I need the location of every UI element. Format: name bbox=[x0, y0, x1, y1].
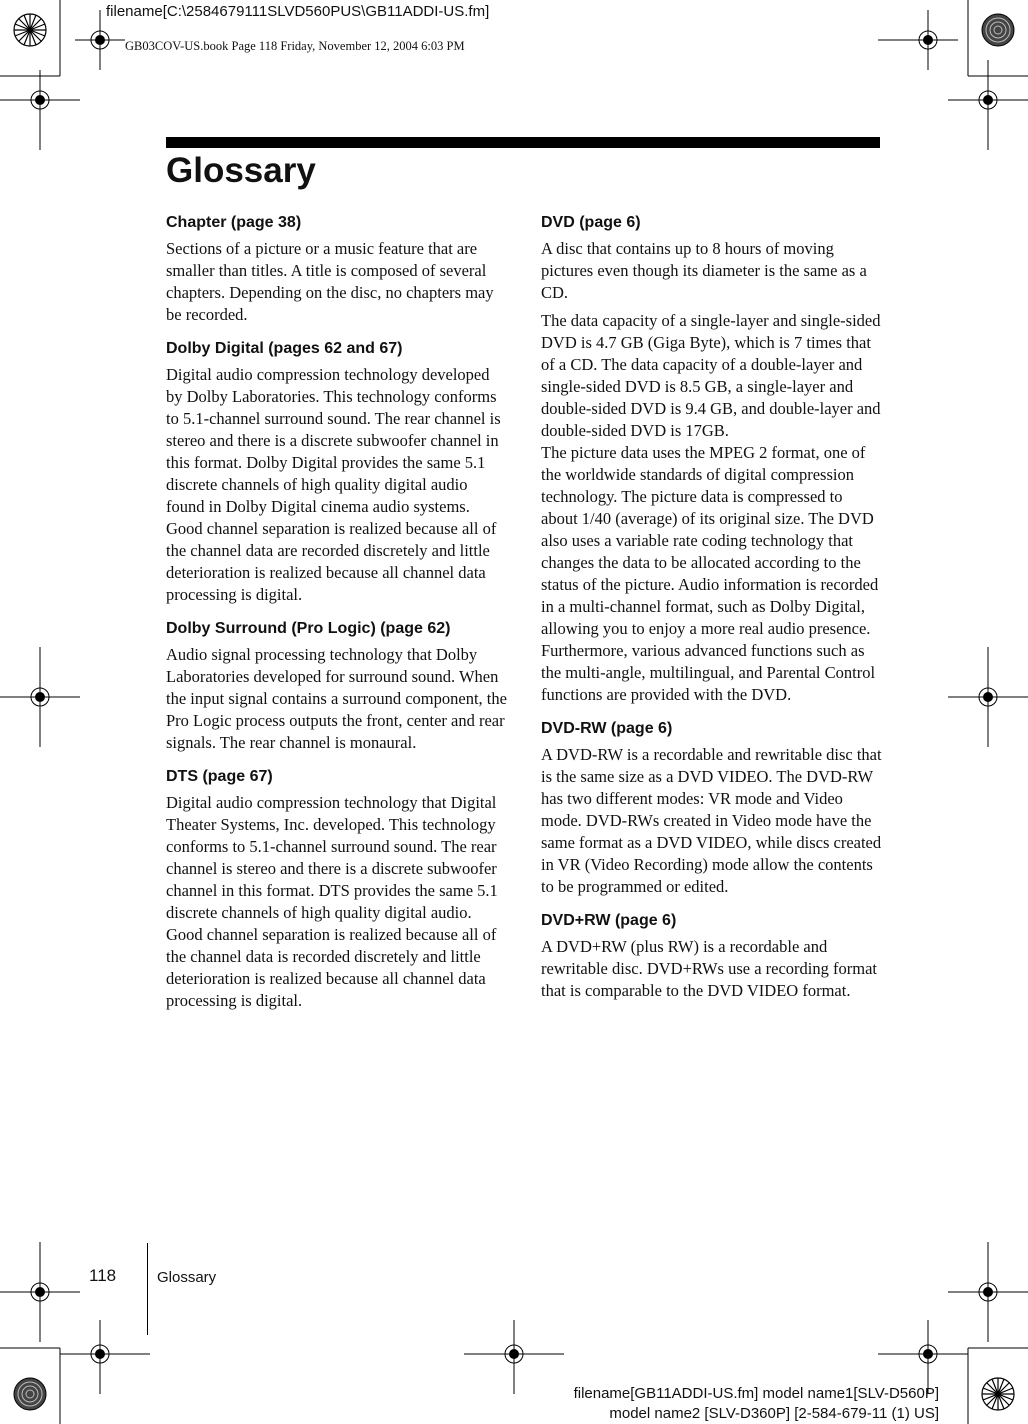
footer-section-label: Glossary bbox=[157, 1269, 217, 1286]
glossary-definition: Digital audio compression technology that Digital Theater Systems, Inc. developed. This technology conforms to 5.1-channel surround sound. The rear channel is stereo and there is a discrete subwoofer channel in this format. DTS provides the same 5.1 discrete channels of high quality digital audio. bbox=[166, 793, 498, 922]
glossary-definition: The data capacity of a single-layer and single-sided DVD is 4.7 GB (Giga Byte), which is 7 times that of a CD. The data capacity of a double-layer and single-sided DVD is 8.5 GB, a single-layer and double-sided DVD is 9.4 GB, and double-layer and double-sided DVD is 17GB. bbox=[541, 311, 881, 440]
glossary-entry bbox=[166, 338, 508, 606]
glossary-entry bbox=[166, 766, 508, 1012]
footer-filename-line2: model name2 [SLV-D360P] [2-584-679-11 (1) US] bbox=[609, 1405, 939, 1422]
page-number: 118 bbox=[89, 1266, 117, 1285]
glossary-term: DVD-RW (page 6) bbox=[541, 720, 673, 737]
glossary-entry bbox=[166, 618, 508, 754]
glossary-entry bbox=[541, 910, 883, 1002]
glossary-definition: A disc that contains up to 8 hours of moving pictures even though its diameter is the same as a CD. bbox=[541, 239, 867, 302]
glossary-entry bbox=[541, 718, 883, 898]
glossary-term: Dolby Digital (pages 62 and 67) bbox=[166, 340, 403, 357]
glossary-definition: Furthermore, various advanced functions such as the multi-angle, multilingual, and Parental Control functions are provided with the DVD. bbox=[541, 641, 876, 704]
glossary-term: DVD+RW (page 6) bbox=[541, 912, 677, 929]
glossary-entry bbox=[166, 212, 508, 326]
header-book-info: GB03COV-US.book Page 118 Friday, November 12, 2004 6:03 PM bbox=[125, 39, 465, 53]
footer-filename-line1: filename[GB11ADDI-US.fm] model name1[SLV-D560P] bbox=[573, 1385, 939, 1402]
glossary-definition: A DVD+RW (plus RW) is a recordable and rewritable disc. DVD+RWs use a recording format that is comparable to the DVD VIDEO format. bbox=[541, 937, 877, 1000]
footer-divider bbox=[147, 1243, 148, 1335]
glossary-definition: A DVD-RW is a recordable and rewritable disc that is the same size as a DVD VIDEO. The DVD-RW has two different modes: VR mode and Video mode. DVD-RWs created in Video mode have the same format as a DVD VIDEO, while discs created in VR (Video Recording) mode allow the contents to be programmed or edited. bbox=[541, 745, 882, 896]
glossary-definition: Audio signal processing technology that Dolby Laboratories developed for surround sound. When the input signal contains a surround component, the Pro Logic process outputs the front, center and rear signals. The rear channel is monaural. bbox=[166, 645, 507, 752]
glossary-definition: Digital audio compression technology developed by Dolby Laboratories. This technology conforms to 5.1-channel surround sound. The rear channel is stereo and there is a discrete subwoofer channel in this format. Dolby Digital provides the same 5.1 discrete channels of high quality digital audio found in Dolby Digital cinema audio systems. Good channel separation is realized because all of the channel data are recorded discretely and little deterioration is realized because all channel data processing is digital. bbox=[166, 365, 501, 604]
header-filename: filename[C:\2584679111SLVD560PUS\GB11ADDI-US.fm] bbox=[106, 3, 490, 20]
glossary-definition: Good channel separation is realized because all of the channel data is recorded discretely and little deterioration is realized because all channel data processing is digital. bbox=[166, 925, 497, 1010]
title-rule bbox=[166, 137, 880, 148]
glossary-term: DVD (page 6) bbox=[541, 214, 641, 231]
glossary-term: Chapter (page 38) bbox=[166, 214, 302, 231]
glossary-entry bbox=[541, 212, 883, 706]
page-title: Glossary bbox=[166, 151, 316, 190]
glossary-column-right bbox=[541, 212, 883, 1014]
glossary-definition: Sections of a picture or a music feature that are smaller than titles. A title is composed of several chapters. Depending on the disc, no chapters may be recorded. bbox=[166, 239, 494, 324]
glossary-column-left bbox=[166, 212, 508, 1024]
glossary-term: DTS (page 67) bbox=[166, 768, 273, 785]
glossary-term: Dolby Surround (Pro Logic) (page 62) bbox=[166, 620, 451, 637]
glossary-definition: The picture data uses the MPEG 2 format, one of the worldwide standards of digital compression technology. The picture data is compressed to about 1/40 (average) of its original size. The DVD also uses a variable rate coding technology that changes the data to be allocated according to the status of the picture. Audio information is recorded in a multi-channel format, such as Dolby Digital, allowing you to enjoy a more real audio presence. bbox=[541, 443, 879, 638]
